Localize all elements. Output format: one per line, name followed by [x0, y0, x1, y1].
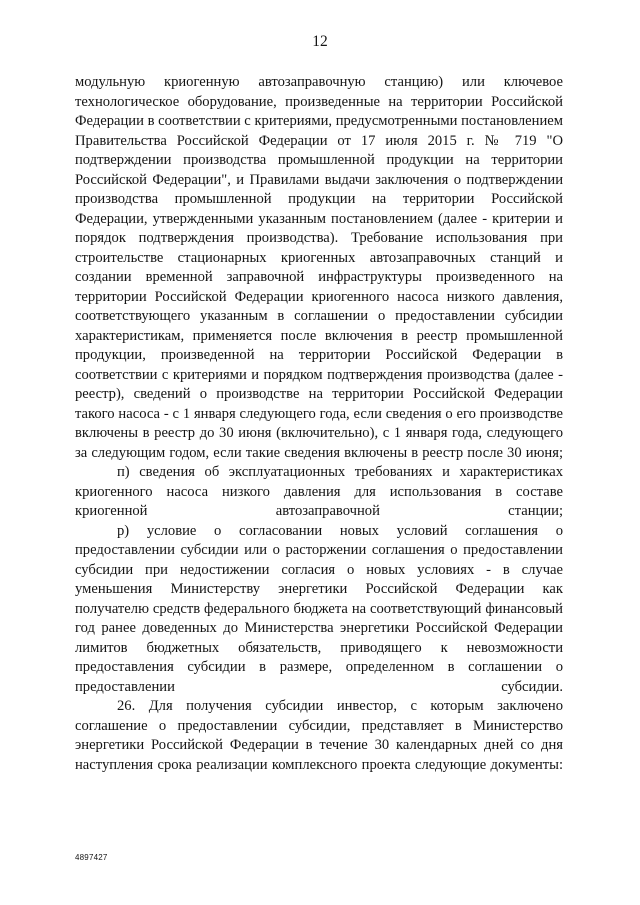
paragraph-item-p: п) сведения об эксплуатационных требованиях и характеристиках криогенного насоса низкого давления для использования в составе криогенной автозаправочной станции;	[75, 464, 563, 519]
paragraph-item-r: р) условие о согласовании новых условий соглашения о предоставлении субсидии или о расторжении соглашения о предоставлении субсидии при недостижении согласия о новых условиях - в случае уменьшения Министерству энергетики Российской Федерации как получателю средств федерального бюджета на соответствующий финансовый год ранее доведенных до Министерства энергетики Российской Федерации лимитов бюджетных обязательств, приводящего к невозможности предоставления субсидии в размере, определенном в соглашении о предоставлении субсидии.	[75, 522, 563, 695]
paragraph-clause-26: 26. Для получения субсидии инвестор, с которым заключено соглашение о предоставлении субсидии, представляет в Министерство энергетики Российской Федерации в течение 30 календарных дней со дня наступления срока реализации комплексного проекта следующие документы:	[75, 698, 563, 773]
page-number: 12	[312, 33, 328, 50]
paragraph-continuation: модульную криогенную автозаправочную станцию) или ключевое технологическое оборудование, произведенные на территории Российской Федерации в соответствии с критериями, предусмотренными постановлением Правительства Российской Федерации от 17 июля 2015 г. № 719 "О подтверждении производства промышленной продукции на территории Российской Федерации", и Правилами выдачи заключения о подтверждении производства промышленной продукции на территории Российской Федерации, утвержденными указанным постановлением (далее - критерии и порядок подтверждения производства). Требование использования при строительстве стационарных криогенных автозаправочных станций и создании временной заправочной инфраструктуры произведенного на территории Российской Федерации криогенного насоса низкого давления, соответствующего указанным в соглашении о предоставлении субсидии характеристикам, применяется после включения в реестр промышленной продукции, произведенной на территории Российской Федерации в соответствии с критериями и порядком подтверждения производства (далее - реестр), сведений о производстве на территории Российской Федерации такого насоса - с 1 января следующего года, если сведения о его производстве включены в реестр до 30 июня (включительно), с 1 января года, следующего за следующим годом, если такие сведения включены в реестр после 30 июня;	[75, 74, 563, 461]
document-code: 4897427	[75, 853, 108, 862]
document-body	[75, 73, 563, 775]
